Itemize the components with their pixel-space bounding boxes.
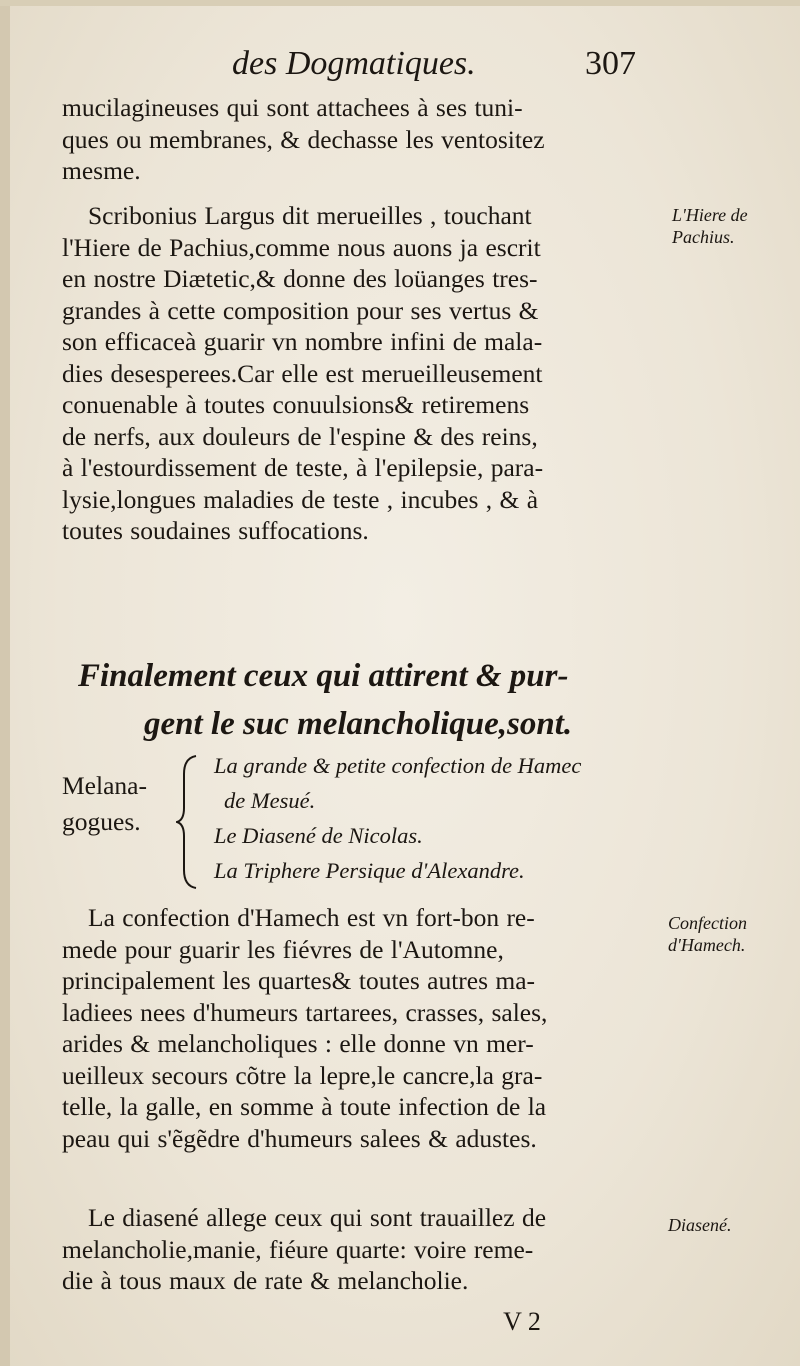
text-line: mucilagineuses qui sont attachees à ses tuni- [62,93,523,122]
text-line: de nerfs, aux douleurs de l'espine & des reins, [62,421,538,451]
page-edge-left [0,0,10,1366]
margin-note-line: L'Hiere de [672,205,748,225]
text-line: ueilleux secours cõtre la lepre,le cancre,la gra- [62,1060,543,1090]
page-edge-top [0,0,800,6]
section-heading [78,652,678,748]
list-item: La grande & petite confection de Hamec [214,753,582,778]
margin-note-confection [668,912,788,956]
margin-note-line: d'Hamech. [668,935,746,955]
text-line: melancholie,manie, fiéure quarte: voire reme- [62,1234,534,1264]
margin-note-line: Confection [668,913,747,933]
heading-line: gent le suc melancholique,sont. [144,706,573,742]
text-line: Le diasené allege ceux qui sont trauaillez de [88,1203,547,1232]
text-line: à l'estourdissement de teste, à l'epilepsie, para- [62,453,544,482]
page-number: 307 [585,45,636,82]
text-line: telle, la galle, en somme à toute infection de la [62,1092,547,1121]
text-line: toutes soudaines suffocations. [62,516,369,545]
running-header-title: des Dogmatiques. [232,45,476,82]
text-line: ladiees nees d'humeurs tartarees, crasses, sales, [62,997,548,1027]
text-line: conuenable à toutes conuulsions& retiremens [62,390,530,419]
margin-note-line: Diasené. [668,1215,732,1235]
paragraph-confection [62,902,662,1154]
margin-note-hiere [672,204,792,248]
signature-mark: V 2 [503,1307,541,1336]
list-item: La Triphere Persique d'Alexandre. [214,858,525,883]
text-line: La confection d'Hamech est vn fort-bon re- [88,903,535,932]
text-line: l'Hiere de Pachius,comme nous auons ja escrit [62,232,541,262]
text-line: mesme. [62,156,141,185]
margin-note-diasene [668,1214,788,1236]
text-line: grandes à cette composition pour ses vertus & [62,295,539,325]
melanagogues-list [214,748,684,888]
list-item: de Mesué. [224,788,316,813]
text-line: arides & melancholiques : elle donne vn mer- [62,1029,534,1058]
label-line: Melana- [62,771,147,800]
text-line: son efficaceà guarir vn nombre infini de mala- [62,327,543,356]
label-line: gogues. [62,807,141,836]
text-line: die à tous maux de rate & melancholie. [62,1266,469,1295]
margin-note-line: Pachius. [672,227,735,247]
heading-line: Finalement ceux qui attirent & pur- [78,658,569,694]
text-line: peau qui s'ẽgẽdre d'humeurs salees & adustes. [62,1123,537,1153]
text-line: lysie,longues maladies de teste , incubes , & à [62,484,539,514]
list-item: Le Diasené de Nicolas. [214,823,423,848]
text-line: ques ou membranes, & dechasse les ventositez [62,124,545,154]
paragraph-diasene [62,1202,662,1297]
paragraph-continuation [62,92,662,187]
melanagogues-label [62,768,182,840]
text-line: Scribonius Largus dit merueilles , touchant [88,201,532,230]
text-line: principalement les quartes& toutes autres ma- [62,966,536,995]
text-line: en nostre Diætetic,& donne des loüanges tres- [62,264,538,293]
text-line: mede pour guarir les fiévres de l'Automne, [62,934,504,964]
curly-brace [176,752,198,892]
text-line: dies desesperees.Car elle est merueilleusement [62,358,543,388]
paragraph-scribonius [62,200,662,547]
